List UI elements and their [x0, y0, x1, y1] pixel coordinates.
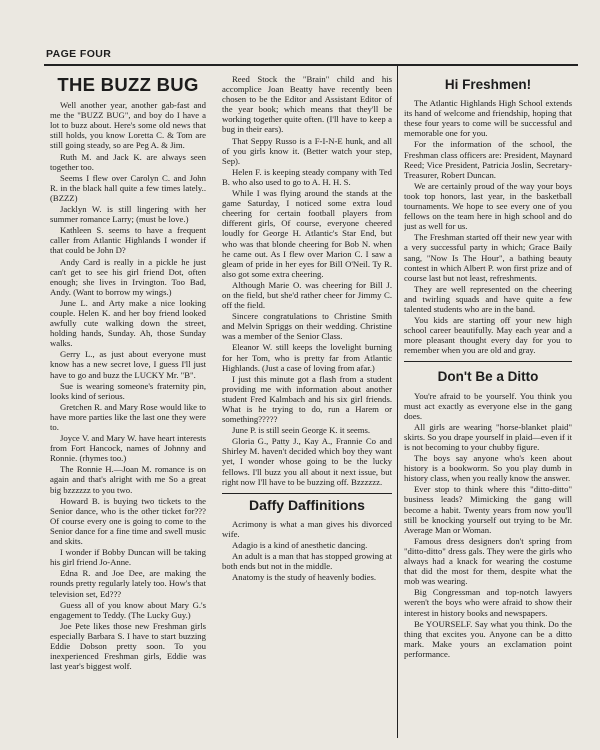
- hi-freshmen-body: [404, 98, 572, 355]
- daffy-definition: An adult is a man that has stopped growing at both ends but not in the middle.: [222, 551, 392, 572]
- buzz-paragraph: Seems I flew over Carolyn C. and John R. in the black hall quite a few times lately.. (BZZZ): [50, 172, 206, 203]
- freshmen-paragraph: The Atlantic Highlands High School extends its hand of welcome and friendship, hoping that these four years to come will be successful and memorable one for you.: [404, 98, 572, 139]
- daffy-body: [222, 519, 392, 583]
- buzz-paragraph: Edna R. and Joe Dee, are making the rounds pretty regularly lately too. How's that television set, Ed???: [50, 568, 206, 599]
- ditto-paragraph: You're afraid to be yourself. You think you must act exactly as everyone else in the gang does.: [404, 390, 572, 421]
- buzz-paragraph: Ruth M. and Jack K. are always seen together too.: [50, 151, 206, 172]
- buzz-paragraph: The Ronnie H.—Joan M. romance is on again and that's alright with me So a great big bzzzzzz to you two.: [50, 464, 206, 495]
- buzz-paragraph: Gerry L., as just about everyone must know has a new secret love, I guess I'll just have to go and buzz the LUCKY Mr. "B".: [50, 349, 206, 380]
- buzz-paragraph: That Seppy Russo is a F-I-N-E hunk, and all of you girls know it. (Better watch your step, Sep).: [222, 135, 392, 166]
- buzz-paragraph: Joyce V. and Mary W. have heart interests from Fort Hancock, names of Johnny and Ronnie. (rhymes too.): [50, 433, 206, 464]
- ditto-paragraph: The boys say anyone who's keen about history is a bookworm. So you play dumb in history class, when you really know the answer.: [404, 453, 572, 484]
- buzz-paragraph: Helen F. is keeping steady company with Ted B. who also used to go to A. H. H. S.: [222, 166, 392, 187]
- section-divider: [404, 361, 572, 362]
- buzz-paragraph: While I was flying around the stands at the game Saturday, I noticed some extra loud cheering for certain football players from different girls, Of course, everyone cheered loudly for George H. Atlantic's Star End, but who was that blonde cheering for Bob N. when he came out. As I flew over Marion C. I saw a gleam of pride in her eyes for Bill O'Neil. Ty R. also got some extra cheering.: [222, 188, 392, 279]
- buzz-paragraph: Howard B. is buying two tickets to the Senior dance, who is the other ticket for??? Of course every one is going to come to the Senior dance for a fine time and swell music and skits.: [50, 495, 206, 547]
- buzz-paragraph: Sue is wearing someone's fraternity pin, looks kind of serious.: [50, 380, 206, 401]
- daffy-headline: Daffy Daffinitions: [249, 496, 365, 513]
- buzz-paragraph: Jacklyn W. is still lingering with her summer romance Larry; (must be love.): [50, 204, 206, 225]
- buzz-paragraph: Gretchen R. and Mary Rose would like to have more parties like the last one they were to.: [50, 401, 206, 432]
- buzz-paragraph: I wonder if Bobby Duncan will be taking his girl friend Jo-Anne.: [50, 547, 206, 568]
- daffy-definition: Acrimony is what a man gives his divorced wife.: [222, 518, 392, 539]
- buzz-paragraph: June L. and Arty make a nice looking couple. Helen K. and her boy friend looked awfully cute walking down the street, holding hands, Sunday. Ah, those Sunday walks.: [50, 297, 206, 349]
- buzz-paragraph: Gloria G., Patty J., Kay A., Frannie Co and Shirley M. haven't decided which boy they want yet, I wonder whose going to be the lucky fellows. I'll buzz you all about it next issue, but right now I'll have to be buzzing off. Bzzzzzz.: [222, 436, 392, 487]
- daffy-definition: Anatomy is the study of heavenly bodies.: [232, 572, 377, 583]
- buzz-paragraph: Well another year, another gab-fast and me the "BUZZ BUG", and boy do I have a lot to buzz about. Here's some old news that still holds, you know Loretta C. & Tom are still going steady, so are Peg A. & Jim.: [50, 100, 206, 151]
- buzz-bug-continued-body: [222, 74, 392, 487]
- buzz-paragraph: Although Marie O. was cheering for Bill J. on the field, but she'd rather cheer for Jimmy C. off the field.: [222, 279, 392, 311]
- freshmen-paragraph: They are well represented on the cheering and twirling squads and have quite a few talented students who are in the band.: [404, 283, 572, 314]
- page-number-label: PAGE FOUR: [46, 48, 112, 60]
- ditto-paragraph: Big Congressman and top-notch lawyers weren't the boys who were afraid to show their interest in history books and newspapers.: [404, 587, 572, 618]
- buzz-paragraph: Guess all of you know about Mary G.'s engagement to Teddy. (The Lucky Guy.): [50, 599, 206, 620]
- buzz-paragraph: Andy Card is really in a pickle he just can't get to see his girl friend Dot, often enough; she lives in Irvington. Too Bad, Andy. (Want to borrow my wings.): [50, 256, 206, 297]
- ditto-paragraph: Ever stop to think where this "ditto-ditto" business leads? Mimicking the gang will become a habit. Twenty years from now you'll still be knocking yourself out trying to be Mr. Average Man or Woman.: [404, 484, 572, 535]
- freshmen-paragraph: We are certainly proud of the way your boys took top honors, last year, in the basketball tournaments. We hope to see every one of you fellows on the team here in high school and do just as well for us.: [404, 180, 572, 232]
- freshmen-paragraph: For the information of the school, the Freshman class officers are: President, Maynard Reed; Vice President, Patricia Joslin, Secretary-Treasurer, Robert Duncan.: [404, 139, 572, 180]
- buzz-paragraph: Kathleen S. seems to have a frequent caller from Atlantic Highlands I wonder if that could be John D?: [50, 225, 206, 256]
- freshmen-paragraph: The Freshman started off their new year with a very successful party in which; Grace Baily sang, "Now Is The Hour", a bathing beauty contest in which Albert P. won first prize and of course last but not least, refreshments.: [404, 232, 572, 283]
- buzz-paragraph: Sincere congratulations to Christine Smith and Melvin Spriggs on their wedding. Christine was a member of the Senior Class.: [222, 311, 392, 342]
- right-column: [404, 74, 572, 736]
- hi-freshmen-headline: Hi Freshmen!: [444, 77, 532, 92]
- ditto-paragraph: Famous dress designers don't spring from "ditto-ditto" dress gals. They were the girls who always had a knack for wearing the costume that did the most for them, despite what the mob was wearing.: [404, 535, 572, 587]
- buzz-paragraph: Joe Pete likes those new Freshman girls especially Barbara S. I have to start buzzing Eddie Dobson pretty soon. To you inexperienced Freshman girls, Eddie was last year's biggest wolf.: [50, 620, 206, 672]
- buzz-bug-body: [50, 100, 206, 671]
- header-rule: [44, 64, 578, 66]
- daffy-definition: Adagio is a kind of anesthetic dancing.: [232, 540, 368, 551]
- ditto-headline: Don't Be a Ditto: [437, 369, 539, 385]
- buzz-paragraph: I just this minute got a flash from a student providing me with information about another student Fred Kalmbach and his six girl friends. What is he trying to do, run a Harem or something?????: [222, 373, 392, 425]
- section-divider: [222, 493, 392, 494]
- buzz-paragraph: Reed Stock the "Brain" child and his accomplice Joan Beatty have recently been chosen to be the Editor and Assistant Editor of the year book; which means that they'll be working together quite often. (I'll have to keep a bug in their ears).: [222, 74, 392, 135]
- ditto-body: [404, 391, 572, 659]
- ditto-paragraph: Be YOURSELF. Say what you think. Do the thing that excites you. Anyone can be a ditto mark. Make yours an exclamation point performance.: [404, 618, 572, 659]
- freshmen-paragraph: You kids are starting off your new high school career beautifully. May each year and a more pleasant thought every day for you to remember when you are old and gray.: [404, 315, 572, 356]
- buzz-bug-continued-column: [222, 74, 392, 736]
- column-rule-right: [397, 66, 398, 738]
- ditto-paragraph: All girls are wearing "horse-blanket plaid" skirts. So you drape yourself in plaid—even if it is not becoming to your chubby figure.: [404, 421, 572, 452]
- buzz-bug-headline: THE BUZZ BUG: [57, 74, 199, 95]
- buzz-paragraph: Eleanor W. still keeps the lovelight burning for her Tom, who is pretty far from Atlantic Highlands. (Just a case of loving from afar.): [222, 342, 392, 373]
- buzz-bug-column: [50, 74, 206, 736]
- buzz-paragraph: June P. is still seein George K. it seems.: [232, 425, 371, 436]
